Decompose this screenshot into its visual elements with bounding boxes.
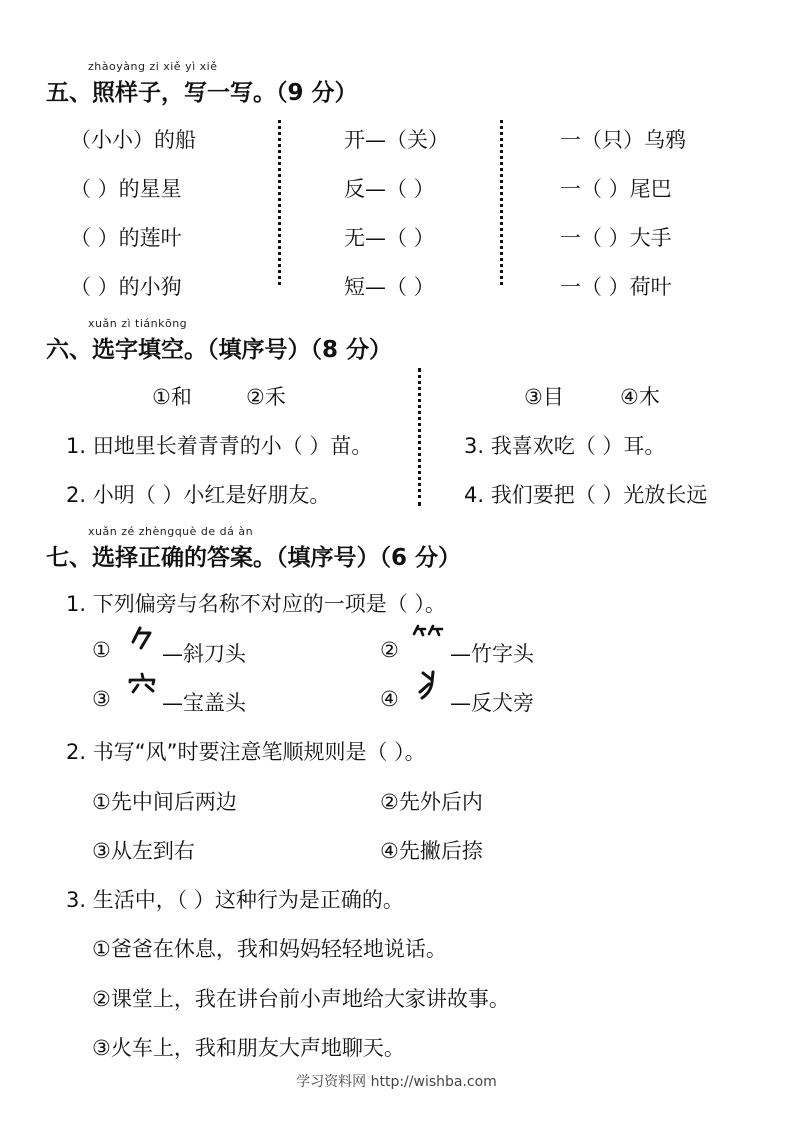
- s5-col3-row1: 一（只）乌鸦: [560, 128, 686, 152]
- radical-quan-icon: [412, 668, 446, 702]
- s7-q1-opt2-label: —竹字头: [450, 642, 534, 666]
- s5-col1-row4: （ ）的小狗: [70, 275, 182, 299]
- s6-option-4: ④木: [620, 385, 660, 409]
- s6-option-2: ②禾: [246, 385, 286, 409]
- s5-divider-1: [278, 120, 281, 285]
- s6-item-3: 3. 我喜欢吃（ ）耳。: [464, 434, 666, 458]
- s7-q1-opt1-label: —斜刀头: [162, 642, 246, 666]
- s5-col3-row2: 一（ ）尾巴: [560, 177, 672, 201]
- radical-xue-icon: [126, 672, 160, 706]
- section5-heading: 五、照样子，写一写。（9 分）: [46, 80, 358, 106]
- s5-col2-row2: 反—（ ）: [344, 177, 435, 201]
- s5-col3-row3: 一（ ）大手: [560, 226, 672, 250]
- s7-q1-opt3-label: —宝盖头: [162, 691, 246, 715]
- footer-watermark: 学习资料网 http://wishba.com: [296, 1074, 497, 1090]
- s5-col1-row1: （小小）的船: [70, 128, 196, 152]
- section7-pinyin: xuǎn zé zhèngquè de dá àn: [88, 525, 254, 538]
- section6-pinyin: xuǎn zì tiánkōng: [88, 317, 188, 330]
- s7-q2-opt3: ③从左到右: [92, 839, 195, 863]
- s5-col2-row1: 开—（关）: [344, 128, 449, 152]
- s5-divider-2: [500, 120, 503, 285]
- s7-q3-opt2: ②课堂上，我在讲台前小声地给大家讲故事。: [92, 987, 510, 1011]
- s5-col3-row4: 一（ ）荷叶: [560, 275, 672, 299]
- section6-heading: 六、选字填空。（填序号）（8 分）: [46, 337, 393, 363]
- s5-col2-row4: 短—（ ）: [344, 275, 435, 299]
- s7-q2-opt4: ④先撇后捺: [380, 839, 483, 863]
- radical-dao-icon: [126, 624, 160, 658]
- s7-q3: 3. 生活中，（ ）这种行为是正确的。: [66, 888, 404, 912]
- s7-q1-opt3-num: ③: [92, 687, 111, 711]
- section7-heading: 七、选择正确的答案。（填序号）（6 分）: [46, 545, 462, 571]
- s6-item-4: 4. 我们要把（ ）光放长远: [464, 483, 708, 507]
- section5-pinyin: zhàoyàng zi xiě yì xiě: [88, 60, 218, 73]
- s6-option-3: ③目: [524, 385, 564, 409]
- s6-item-1: 1. 田地里长着青青的小（ ）苗。: [66, 434, 373, 458]
- s5-col1-row2: （ ）的星星: [70, 177, 182, 201]
- s7-q3-opt1: ①爸爸在休息，我和妈妈轻轻地说话。: [92, 937, 447, 961]
- s7-q2: 2. 书写“风”时要注意笔顺规则是（ ）。: [66, 740, 426, 764]
- s7-q1-opt4-num: ④: [380, 687, 399, 711]
- s6-option-1: ①和: [152, 385, 192, 409]
- s6-divider: [418, 368, 421, 506]
- s7-q1: 1. 下列偏旁与名称不对应的一项是（ ）。: [66, 592, 446, 616]
- s5-col1-row3: （ ）的莲叶: [70, 226, 182, 250]
- s6-item-2: 2. 小明（ ）小红是好朋友。: [66, 483, 331, 507]
- s5-col2-row3: 无—（ ）: [344, 226, 435, 250]
- s7-q3-opt3: ③火车上，我和朋友大声地聊天。: [92, 1036, 405, 1060]
- s7-q1-opt2-num: ②: [380, 638, 399, 662]
- s7-q1-opt1-num: ①: [92, 638, 111, 662]
- s7-q2-opt1: ①先中间后两边: [92, 790, 237, 814]
- s7-q2-opt2: ②先外后内: [380, 790, 483, 814]
- s7-q1-opt4-label: —反犬旁: [450, 691, 534, 715]
- radical-zhu-icon: [412, 622, 446, 656]
